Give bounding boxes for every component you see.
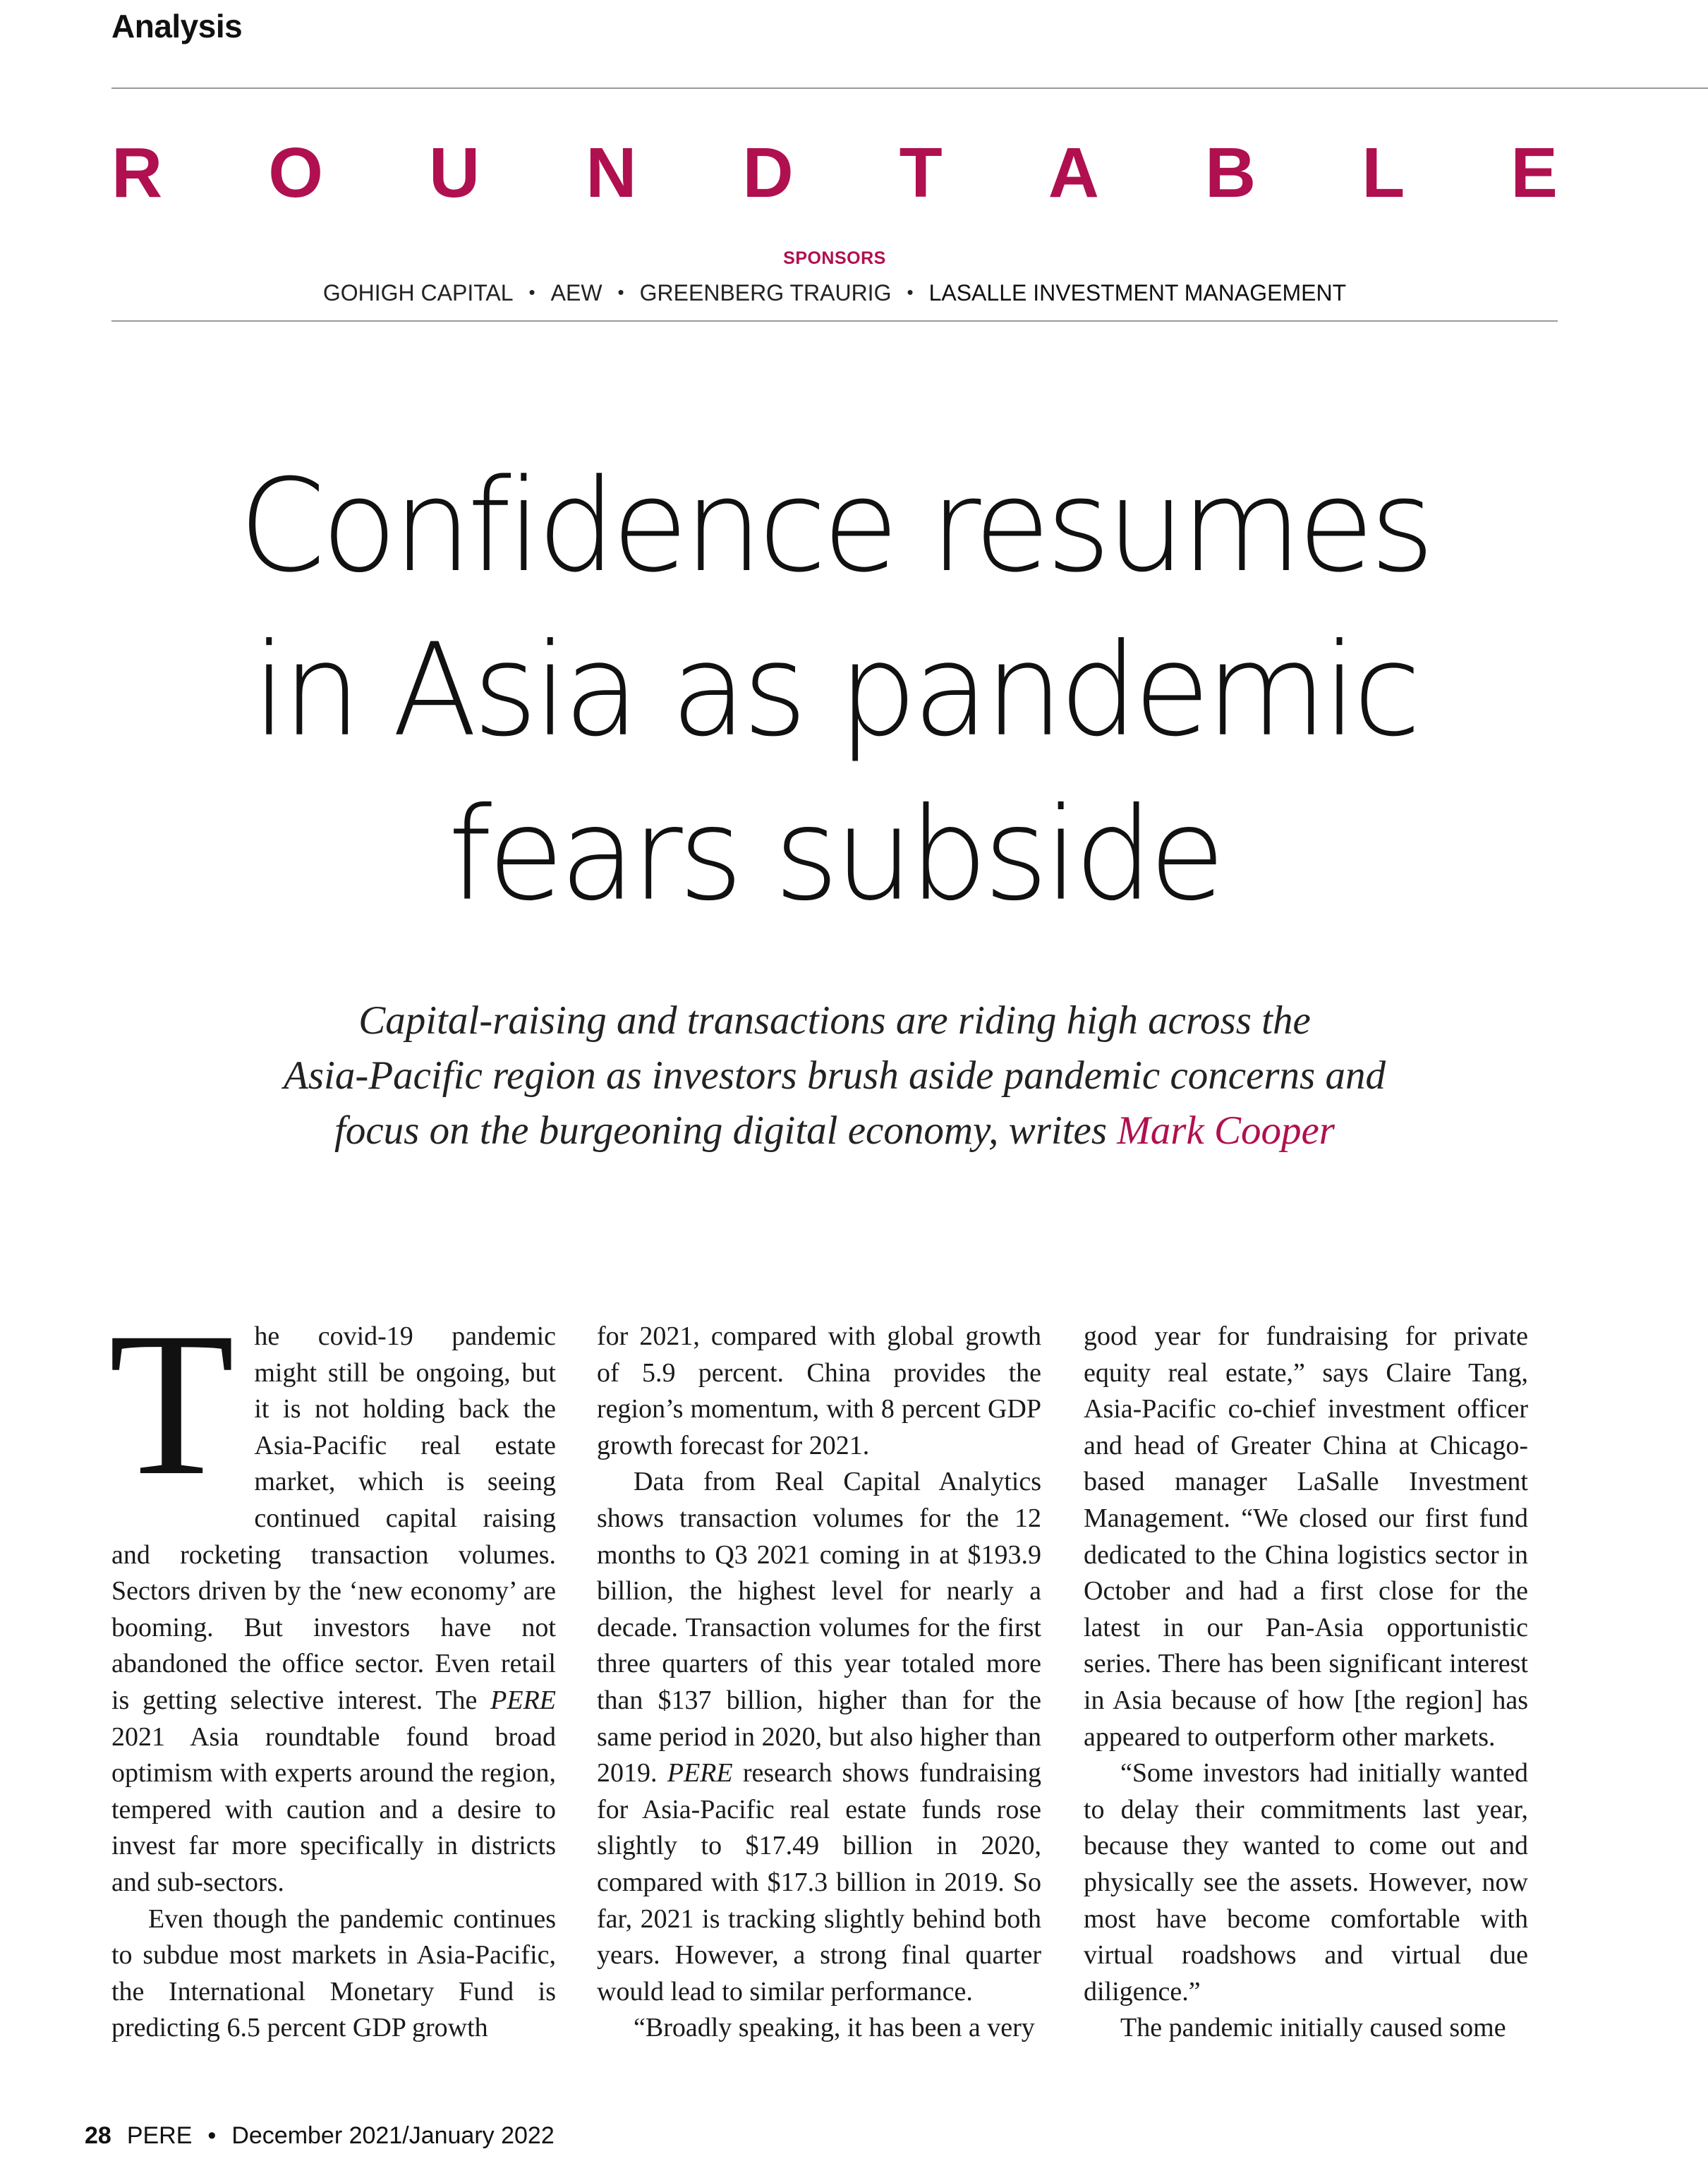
top-divider <box>111 87 1708 89</box>
deck-line: Asia-Pacific region as investors brush aside pandemic concerns and <box>284 1053 1386 1098</box>
headline-line: in Asia as pandemic <box>252 615 1417 765</box>
sponsor-name: GOHIGH CAPITAL <box>322 280 514 305</box>
publication-name: PERE <box>667 1758 733 1788</box>
drop-cap: T <box>109 1290 235 1518</box>
banner-letter: R <box>111 133 163 212</box>
body-column-2 <box>597 1319 1041 2047</box>
sponsors-list <box>111 280 1558 306</box>
headline-line: fears subside <box>448 780 1221 929</box>
body-paragraph: “Some investors had initially wanted to delay their commitments last year, because they wanted to come out and physically see the assets. However, now most have become comfortable with virtual roadshows and virtual due diligence.” <box>1084 1758 1528 2006</box>
page-footer <box>85 2122 555 2150</box>
bullet-separator: • <box>207 2122 217 2149</box>
sponsor-name: LASALLE INVESTMENT MANAGEMENT <box>928 280 1347 305</box>
page-number: 28 <box>85 2122 111 2149</box>
issue-date: December 2021/January 2022 <box>231 2122 555 2149</box>
headline-line: Confidence resumes <box>238 452 1431 601</box>
headline <box>111 444 1558 937</box>
body-paragraph: “Broadly speaking, it has been a very <box>634 2013 1035 2043</box>
sponsor-name: AEW <box>550 280 602 305</box>
section-label: Analysis <box>111 8 243 44</box>
body-text: 2021 Asia roundtable found broad optimism with experts around the region, tempered with caution and a desire to invest far more specifically in districts and sub-sectors. <box>111 1721 556 1897</box>
body-column-3 <box>1084 1319 1528 2047</box>
deck-line: focus on the burgeoning digital economy <box>334 1108 989 1153</box>
byline-writes: , writes <box>988 1108 1118 1153</box>
body-paragraph <box>109 1290 556 1901</box>
sponsor-name: GREENBERG TRAURIG <box>639 280 892 305</box>
body-paragraph <box>597 1464 1041 2010</box>
banner-letter: T <box>899 133 943 212</box>
publication-title: PERE <box>126 2122 193 2149</box>
banner-letter: U <box>429 133 480 212</box>
publication-name: PERE <box>490 1685 556 1715</box>
body-text: Data from Real Capital Analytics shows transaction volumes for the 12 months to Q3 2021 coming in at $193.9 billion, the highest level for nearly a decade. Transaction volumes for the first three quarters of this year totaled more than $137 billion, higher than for the same period in 2020, but also higher than 2019. <box>597 1467 1041 1788</box>
deck-line: Capital-raising and transactions are riding high across the <box>358 998 1311 1043</box>
roundtable-banner <box>111 134 1558 212</box>
bullet-separator: • <box>528 282 535 303</box>
banner-letter: L <box>1362 133 1405 212</box>
banner-letter: D <box>742 133 794 212</box>
sponsors-divider <box>111 320 1558 322</box>
bullet-separator: • <box>907 282 914 303</box>
bullet-separator: • <box>617 282 624 303</box>
body-paragraph: good year for fundraising for private equity real estate,” says Claire Tang, Asia-Pacific co-chief investment officer and head of Greater China at Chicago-based manager LaSalle Investment Management. “We closed our first fund dedicated to the China logistics sector in October and had a first close for the latest in our Pan-Asia opportunistic series. There has been significant interest in Asia because of how [the region] has appeared to outperform other markets. <box>1084 1321 1528 1752</box>
banner-letter: A <box>1048 133 1099 212</box>
sponsors-label: SPONSORS <box>783 248 886 268</box>
banner-letter: E <box>1510 133 1558 212</box>
standfirst <box>111 993 1558 1158</box>
body-paragraph: The pandemic initially caused some <box>1120 2013 1506 2043</box>
body-paragraph: Even though the pandemic continues to subdue most markets in Asia-Pacific, the International Monetary Fund is predicting 6.5 percent GDP growth <box>111 1903 556 2043</box>
body-text: research shows fundraising for Asia-Pacific real estate funds rose slightly to $17.49 billion in 2020, compared with $17.3 billion in 2019. So far, 2021 is tracking slightly behind both years. However, a strong final quarter would lead to similar performance. <box>597 1758 1041 2006</box>
body-column-1 <box>109 1290 556 2047</box>
body-text: he covid-19 pandemic might still be ongoing, but it is not holding back the Asia-Pacific real estate market, which is seeing continued capital raising and rocketing transaction volumes. Sectors driven by the ‘new economy’ are booming. But investors have not abandoned the office sector. Even retail is getting selective interest. The <box>111 1321 556 1715</box>
banner-letter: B <box>1204 133 1256 212</box>
body-paragraph: for 2021, compared with global growth of 5.9 percent. China provides the region’s momentum, with 8 percent GDP growth forecast for 2021. <box>597 1321 1041 1460</box>
banner-letter: O <box>268 133 324 212</box>
author-name: Mark Cooper <box>1117 1108 1335 1153</box>
banner-letter: N <box>586 133 637 212</box>
